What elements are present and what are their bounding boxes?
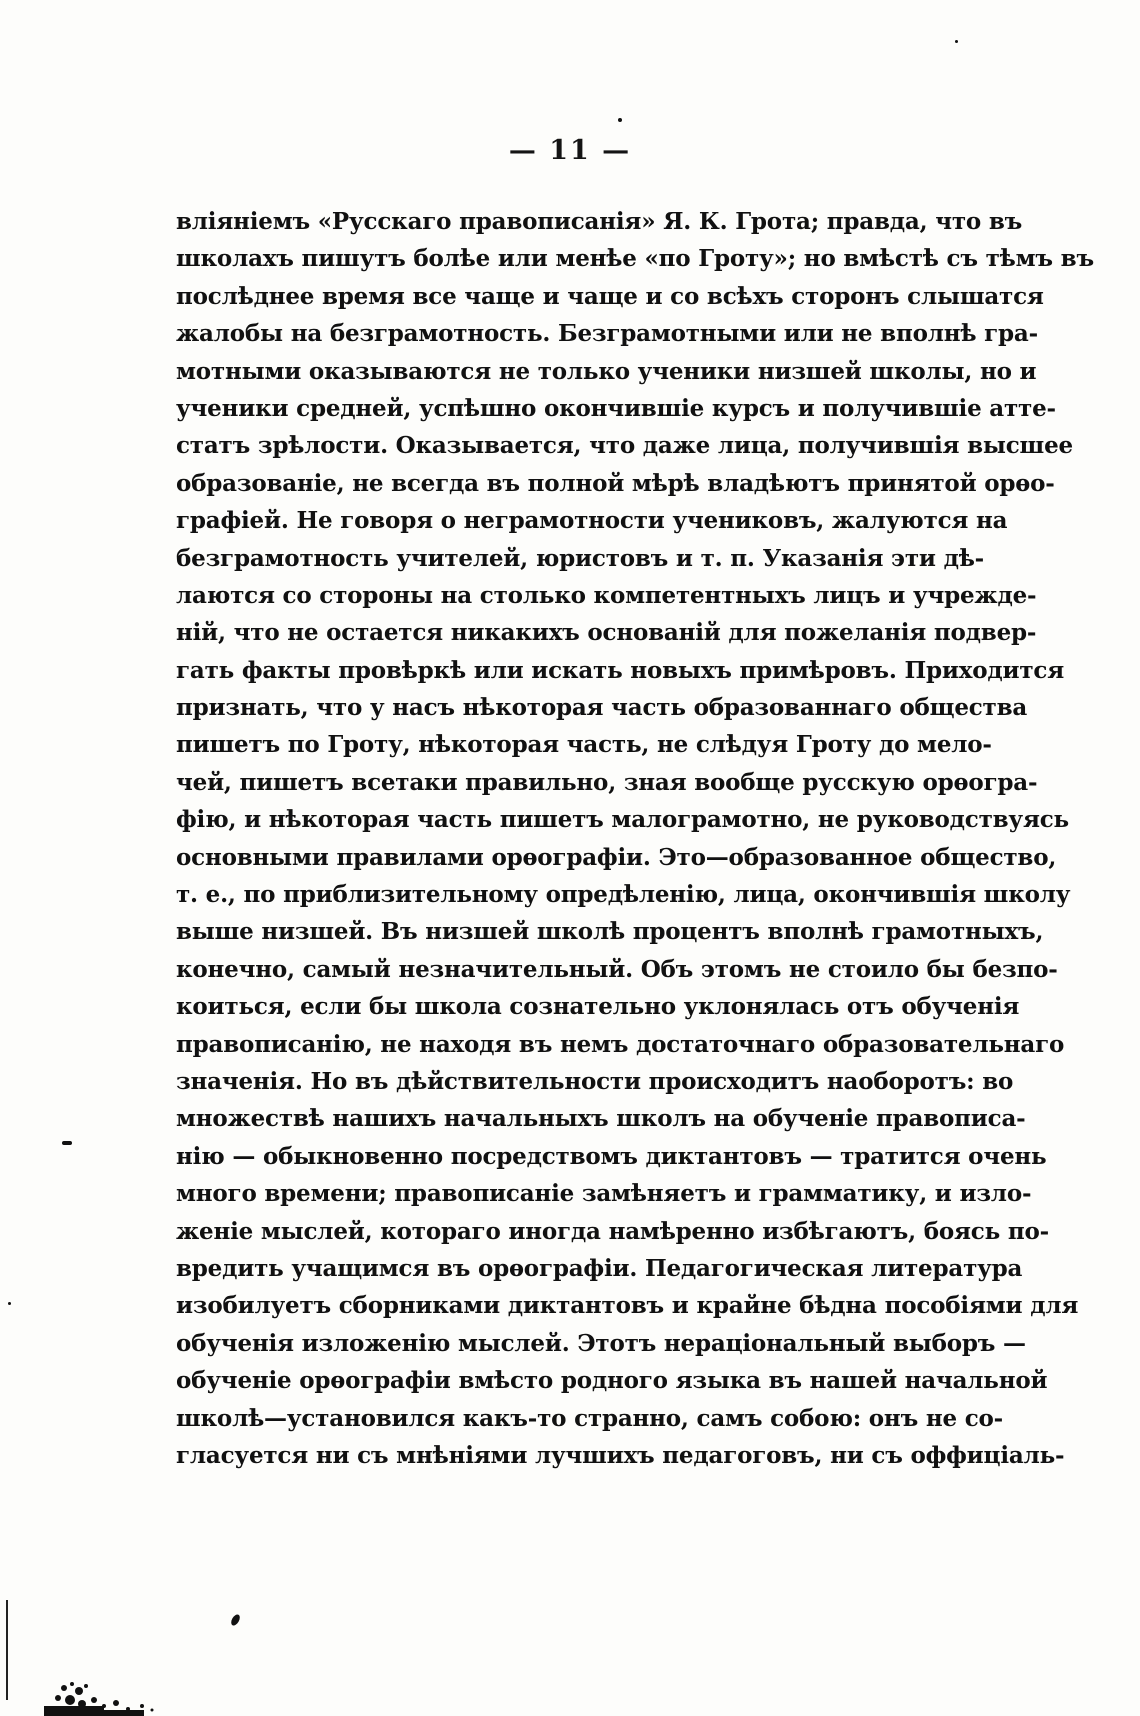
text-line: правописанію, не находя въ немъ достаточнаго образовательнаго [176, 1030, 1065, 1058]
text-line: обученія изложенію мыслей. Этотъ нераціональный выборъ — [176, 1329, 1026, 1357]
text-line: изобилуетъ сборниками диктантовъ и крайне бѣдна пособіями для [176, 1292, 1079, 1320]
text-line: вліяніемъ «Русскаго правописанія» Я. К. Грота; правда, что въ [176, 208, 1023, 235]
text-line: безграмотность учителей, юристовъ и т. п. Указанія эти дѣ- [176, 544, 985, 572]
text-line: лаются со стороны на столько компетентныхъ лицъ и учрежде- [176, 581, 1037, 609]
text-line: вредить учащимся въ орѳографіи. Педагогическая литература [176, 1254, 1023, 1282]
text-line: мотными оказываются не только ученики низшей школы, но и [176, 357, 1037, 385]
scan-speck [62, 1141, 72, 1145]
scan-speck [229, 1613, 241, 1627]
scan-speck [618, 118, 622, 122]
text-line: школѣ—установился какъ-то странно, самъ собою: онъ не со- [176, 1404, 1003, 1432]
text-line: жалобы на безграмотность. Безграмотными или не вполнѣ гра- [176, 320, 1038, 348]
page-number: — 11 — [508, 135, 632, 166]
text-line: статъ зрѣлости. Оказывается, что даже лица, получившія высшее [176, 432, 1073, 460]
text-line: признать, что у насъ нѣкоторая часть образованнаго общества [176, 694, 1028, 722]
text-line: коиться, если бы школа сознательно уклонялась отъ обученія [176, 993, 1020, 1021]
text-line: обученіе орѳографіи вмѣсто родного языка въ нашей начальной [176, 1367, 1048, 1395]
text-line: фію, и нѣкоторая часть пишетъ малограмотно, не руководствуясь [176, 806, 1069, 834]
text-line: основными правилами орѳографіи. Это—образованное общество, [176, 843, 1057, 871]
text-line: графіей. Не говоря о неграмотности учениковъ, жалуются на [176, 507, 1008, 535]
text-line: чей, пишетъ всетаки правильно, зная вообще русскую орѳогра- [176, 768, 1038, 796]
text-line: пишетъ по Гроту, нѣкоторая часть, не слѣдуя Гроту до мело- [176, 731, 992, 759]
text-line: конечно, самый незначительный. Объ этомъ не стоило бы безпо- [176, 955, 1058, 983]
body-text [176, 203, 1094, 1474]
text-line: гласуется ни съ мнѣніями лучшихъ педагоговъ, ни съ оффиціаль- [176, 1441, 1065, 1469]
text-line: т. е., по приблизительному опредѣленію, лица, окончившія школу [176, 881, 1071, 909]
scan-speck [8, 1302, 11, 1305]
text-line: школахъ пишутъ болѣе или менѣе «по Гроту»; но вмѣстѣ съ тѣмъ въ [176, 245, 1094, 273]
text-line: образованіе, не всегда въ полной мѣрѣ владѣютъ принятой орѳо- [176, 469, 1055, 497]
text-line: много времени; правописаніе замѣняетъ и грамматику, и изло- [176, 1180, 1032, 1208]
scan-smudge [24, 1676, 164, 1716]
scan-edge [6, 1600, 8, 1700]
text-line: ній, что не остается никакихъ основаній для пожеланія подвер- [176, 619, 1037, 647]
text-line: ученики средней, успѣшно окончившіе курсъ и получившіе атте- [176, 394, 1056, 422]
text-line: гать факты провѣркѣ или искать новыхъ примѣровъ. Приходится [176, 656, 1065, 684]
scan-speck [955, 40, 958, 43]
text-line: значенія. Но въ дѣйствительности происходитъ наоборотъ: во [176, 1067, 1014, 1095]
text-line: нію — обыкновенно посредствомъ диктантовъ — тратится очень [176, 1142, 1047, 1170]
text-line: женіе мыслей, котораго иногда намѣренно избѣгаютъ, боясь по- [176, 1217, 1049, 1245]
text-line: послѣднее время все чаще и чаще и со всѣхъ сторонъ слышатся [176, 282, 1044, 310]
text-line: выше низшей. Въ низшей школѣ процентъ вполнѣ грамотныхъ, [176, 918, 1044, 946]
text-line: множествѣ нашихъ начальныхъ школъ на обученіе правописа- [176, 1105, 1026, 1133]
